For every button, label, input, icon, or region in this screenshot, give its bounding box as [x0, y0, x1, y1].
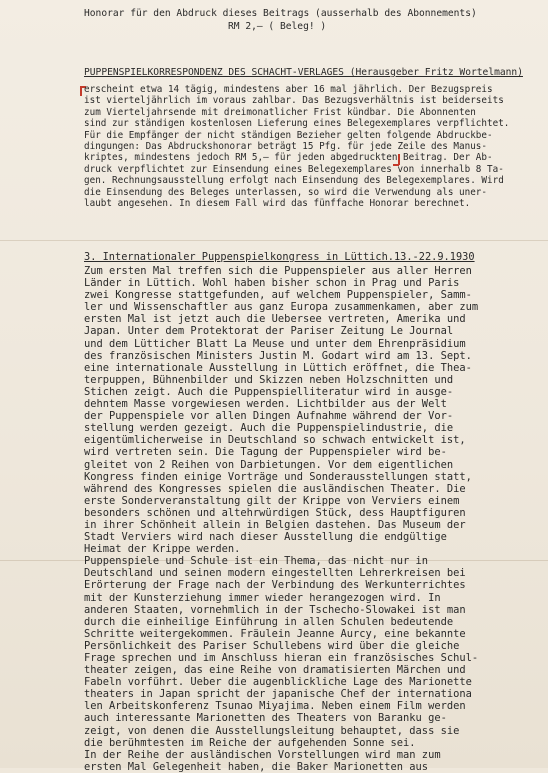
korrespondenz-title: PUPPENSPIELKORRESPONDENZ DES SCHACHT-VERLAGES (Herausgeber Fritz Wortelmann) — [84, 67, 523, 78]
article-title: 3. Internationaler Puppenspielkongress in Lüttich.13.-22.9.1930 — [84, 251, 475, 263]
paper-fold-line — [0, 240, 548, 241]
article-body: Zum ersten Mal treffen sich die Puppenspieler aus aller Herren Länder in Lüttich. Wohl haben bisher schon in Prag und Paris zwei Kongresse stattgefunden, auf welchem Puppenspieler, Samm- ler und Wissenschaftler aus ganz Europa zusammenkamen, aber zum ersten Mal ist jetzt auch die Uebersee vertreten, Amerika und Japan. Unter dem Protektorat der Pariser Zeitung Le Journal und dem Lütticher Blatt La Meuse und unter dem Ehrenpräsidium des französischen Ministers Justin M. Godart wird am 13. Sept. eine internationale Ausstellung in Lüttich eröffnet, die Thea- terpuppen, Bühnenbilder und Skizzen neben Holzschnitten und Stichen zeigt. Auch die Puppenspielliteratur wird in ausge- dehntem Masse vorgewiesen werden. Lichtbilder aus der Welt der Puppenspiele vor allen Dingen Aufnahme während der Vor- stellung werden gezeigt. Auch die Puppenspielindustrie, die eigentümlicherweise in Deutschland so schwach entwickelt ist, wird vertreten sein. Die Tagung der Puppenspieler wird be- gleitet von 2 Reihen von Darbietungen. Vor dem eigentlichen Kongress finden einige Vorträge und Sonderausstellungen statt, während des Kongresses spielen die ausländischen Theater. Die erste Sonderveranstaltung gilt der Krippe von Verviers einem besonders schönen und altehrwürdigen Stück, dess Hauptfiguren in ihrer Schönheit allein in Belgien dastehen. Das Museum der Stadt Verviers wird nach dieser Ausstellung die endgültige Heimat der Krippe werden. Puppenspiele und Schule ist ein Thema, das nicht nur in Deutschland und seinen modern eingestellten Lehrerkreisen bei Erörterung der Frage nach der Verbindung des Werkunterrichtes mit der Kunsterziehung immer wieder herangezogen wird. In anderen Staaten, vornehmlich in der Tschecho-Slowakei ist man durch die einheilige Einführung in allen Schulen bedeutende Schritte weitergekommen. Fräulein Jeanne Aurcy, eine bekannte Persönlichkeit des Pariser Schullebens wird über die gleiche Frage sprechen und im Anschluss hieran ein französisches Schul- theater zeigen, das eine Reihe von dramatisierten Märchen und Fabeln vorführt. Ueber die augenblickliche Lage des Marionette theaters in Japan spricht der japanische Chef der internationa len Arbeitskonferenz Tsunao Miyajima. Neben einem Film werden auch interessante Marionetten des Theaters von Baranku ge- zeigt, von denen die Ausstellungsleitung behauptet, dass sie die berühmtesten im Reiche der aufgehenden Sonne sei. In der Reihe der ausländischen Vorstellungen wird man zum ersten Mal Gelegenheit haben, die Baker Marionetten aus — [84, 265, 479, 773]
honorar-amount: RM 2,— ( Beleg! ) — [228, 21, 327, 32]
honorar-line: Honorar für den Abdruck dieses Beitrags (ausserhalb des Abonnements) — [84, 8, 477, 19]
subscription-terms: erscheint etwa 14 tägig, mindestens aber 16 mal jährlich. Der Bezugspreis ist vierteljährlich im voraus zahlbar. Das Bezugsverhältnis ist beiderseits zum Vierteljahrsende mit dreimonatlicher Frist kündbar. Die Abonnenten sind zur ständigen kostenlosen Lieferung eines Belegexemplares verpflichtet. Für die Empfänger der nicht ständigen Bezieher gelten folgende Abdruckbe- dingungen: Das Abdruckshonorar beträgt 15 Pfg. für jede Zeile des Manus- kriptes, mindestens jedoch RM 5,— für jeden abgedruckten Beitrag. Der Ab- druck verpflichtet zur Einsendung eines Belegexemplares von innerhalb 8 Ta- gen. Rechnungsausstellung erfolgt nach Einsendung des Belegexemplares. Wird die Einsendung des Beleges unterlassen, so wird die Verwendung als uner- laubt angesehen. In diesem Fall wird das fünffache Honorar berechnet. — [84, 84, 510, 210]
